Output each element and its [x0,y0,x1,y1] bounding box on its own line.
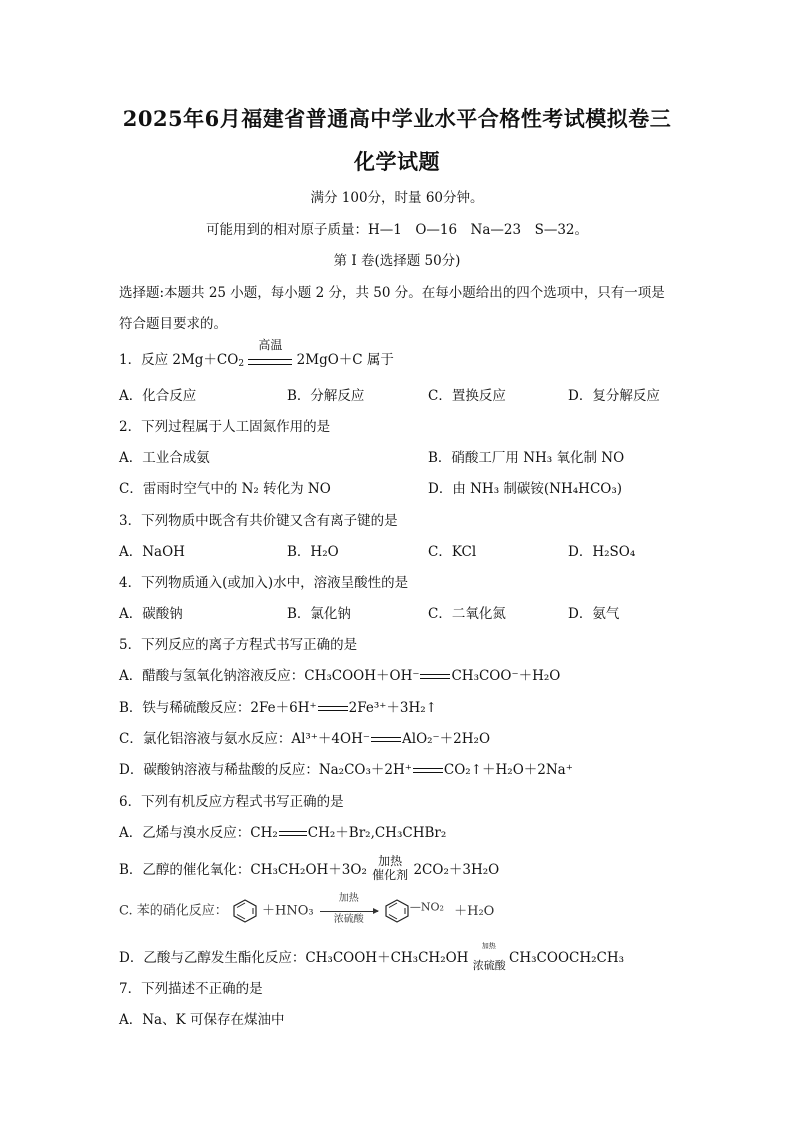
q7-stem: 7．下列描述不正确的是 [119,981,263,997]
q6-option-c: C. 苯的硝化反应： ＋HNO₃ 加热 浓硫酸 $^{—NO_2}$ ＋H₂O [119,892,495,925]
benzene-ring-icon [232,899,258,923]
q5-option-b: B．铁与稀硫酸反应：2Fe＋6H⁺ 2Fe³⁺＋3H₂↑ [119,700,437,716]
q3-option-c: C．KCl [428,544,477,560]
instructions-line-2: 符合题目要求的。 [119,316,227,332]
q5-option-d: D．碳酸钠溶液与稀盐酸的反应：Na₂CO₃＋2H⁺ CO₂↑＋H₂O＋2Na⁺ [119,762,573,778]
q5-option-c: C．氯化铝溶液与氨水反应：Al³⁺＋4OH⁻ AlO₂⁻＋2H₂O [119,731,491,747]
q2-stem: 2．下列过程属于人工固氮作用的是 [119,419,331,435]
score-time: 满分 100分，时量 60分钟。 [310,190,484,206]
q3-option-a: A．NaOH [119,544,185,560]
q3-option-d: D．H₂SO₄ [568,544,636,560]
q1-stem: 1．反应 $2Mg+CO_2$ 高温 2MgO＋C 属于 [119,337,394,369]
instructions-line-1: 选择题:本题共 25 小题，每小题 2 分，共 50 分。在每小题给出的四个选项中，只有一项是 [119,285,665,301]
q1-option-b: B．分解反应 [287,388,365,404]
q2-option-c: C．雷雨时空气中的 N₂ 转化为 NO [119,481,331,497]
section-heading: 第 I 卷(选择题 50分) [333,253,461,269]
q7-option-a: A．Na、K 可保存在煤油中 [119,1012,285,1028]
q5-stem: 5．下列反应的离子方程式书写正确的是 [119,637,358,653]
q3-stem: 3．下列物质中既含有共价键又含有离子键的是 [119,513,398,529]
q5-option-a: A．醋酸与氢氧化钠溶液反应：CH₃COOH＋OH⁻ CH₃COO⁻＋H₂O [119,668,561,684]
q2-option-b: B．硝酸工厂用 NH₃ 氧化制 NO [428,450,625,466]
q4-option-b: B．氯化钠 [287,606,351,622]
q6-option-b: B．乙醇的催化氧化：CH₃CH₂OH＋3O₂ 加热 催化剂 2CO₂＋3H₂O [119,853,500,882]
nitrobenzene-ring-icon [384,899,410,923]
q1-condition: 高温 [258,337,283,352]
q4-option-d: D．氨气 [568,606,620,622]
exam-title: 2025年6月福建省普通高中学业水平合格性考试模拟卷三 [122,106,672,131]
q2-option-d: D．由 NH₃ 制碳铵(NH₄HCO₃) [428,481,623,497]
q4-stem: 4．下列物质通入(或加入)水中，溶液呈酸性的是 [119,575,409,591]
q1-option-c: C．置换反应 [428,388,506,404]
q4-option-c: C．二氧化氮 [428,606,506,622]
q4-option-a: A．碳酸钠 [119,606,183,622]
atomic-mass: 可能用到的相对原子质量：H—1 O—16 Na—23 S—32。 [205,222,589,238]
q3-option-b: B．H₂O [287,544,339,560]
q1-option-d: D．复分解反应 [568,388,660,404]
q1-option-a: A．化合反应 [119,388,197,404]
q2-option-a: A．工业合成氨 [119,450,210,466]
exam-subtitle: 化学试题 [354,149,440,174]
q6-option-d: D．乙酸与乙醇发生酯化反应：CH₃COOH＋CH₃CH₂OH 加热 浓硫酸 CH₃COOCH₂CH₃ [119,941,625,972]
q6-stem: 6．下列有机反应方程式书写正确的是 [119,794,344,810]
q6-option-a: A．乙烯与溴水反应：CH₂ CH₂＋Br₂,CH₃CHBr₂ [119,825,447,841]
